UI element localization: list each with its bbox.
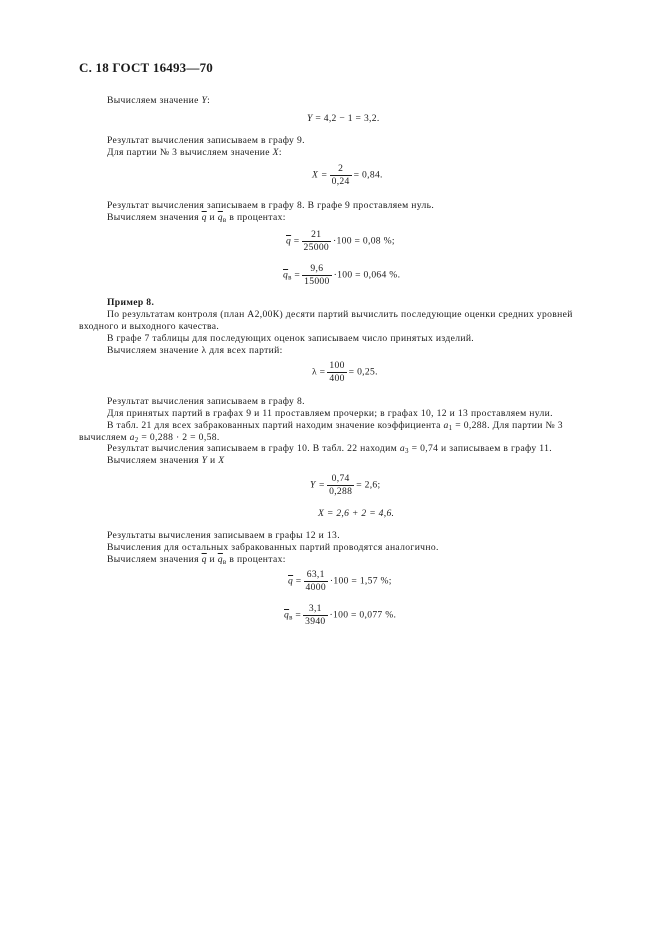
equation-q: $\overline{q}$ = $\frac{21}{25000}$ ·100 = 0,08 %; — [286, 229, 395, 253]
paragraph: По результатам контроля (план А2,00К) десяти партий вычислить последующие оценки средних уровней — [107, 309, 573, 320]
paragraph: входного и выходного качества. — [79, 321, 220, 332]
paragraph: Вычисляем значение Y: — [107, 95, 211, 106]
equation-q2: $\overline{q}$ = $\frac{63,1}{4000}$ ·100 = 1,57 %; — [288, 569, 392, 593]
paragraph: Для партии № 3 вычисляем значение X: — [107, 147, 282, 158]
paragraph: Вычисляем значения $\overline{q}$ и $\overline{q}_в$ в процентах: — [107, 212, 286, 224]
paragraph: Результат вычисления записываем в графу 10. В табл. 22 находим $a_3 = 0,74$ и записываем в графу 11. — [107, 443, 552, 455]
equation-y2: Y = $\frac{0,74}{0,288}$ = 2,6; — [310, 473, 381, 497]
paragraph: В табл. 21 для всех забракованных партий находим значение коэффициента $a_1 = 0,288$. Для партии № 3 — [107, 420, 563, 432]
equation-qv: $\overline{q}_в$ = $\frac{9,6}{15000}$ ·100 = 0,064 %. — [283, 263, 401, 287]
equation-x2: X = 2,6 + 2 = 4,6. — [318, 508, 395, 519]
paragraph: Вычисляем значение λ для всех партий: — [107, 345, 283, 356]
equation-y: Y = 4,2 − 1 = 3,2. — [307, 113, 380, 124]
equation-lambda: λ = $\frac{100}{400}$ = 0,25. — [312, 360, 378, 384]
page-header: С. 18 ГОСТ 16493—70 — [79, 60, 213, 75]
paragraph: Вычисления для остальных забракованных партий проводятся аналогично. — [107, 542, 439, 553]
paragraph: вычисляем $a_2 = 0,288 \cdot 2 = 0,58$. — [79, 432, 220, 444]
paragraph: Результат вычисления записываем в графу 9. — [107, 135, 305, 146]
paragraph: Результаты вычисления записываем в графы 12 и 13. — [107, 530, 340, 541]
paragraph: Результат вычисления записываем в графу 8. В графе 9 проставляем нуль. — [107, 200, 435, 211]
paragraph: В графе 7 таблицы для последующих оценок записываем число принятых изделий. — [107, 333, 475, 344]
equation-qv2: $\overline{q}_в$ = $\frac{3,1}{3940}$ ·100 = 0,077 %. — [284, 603, 397, 627]
example-title: Пример 8. — [107, 297, 155, 308]
paragraph: Вычисляем значения Y и X — [107, 455, 225, 466]
equation-x: X = $\frac{2}{0,24}$ = 0,84. — [312, 163, 383, 187]
paragraph: Результат вычисления записываем в графу 8. — [107, 396, 305, 407]
paragraph: Для принятых партий в графах 9 и 11 проставляем прочерки; в графах 10, 12 и 13 проставляем нули. — [107, 408, 553, 419]
paragraph: Вычисляем значения $\overline{q}$ и $\overline{q}_в$ в процентах: — [107, 554, 286, 566]
